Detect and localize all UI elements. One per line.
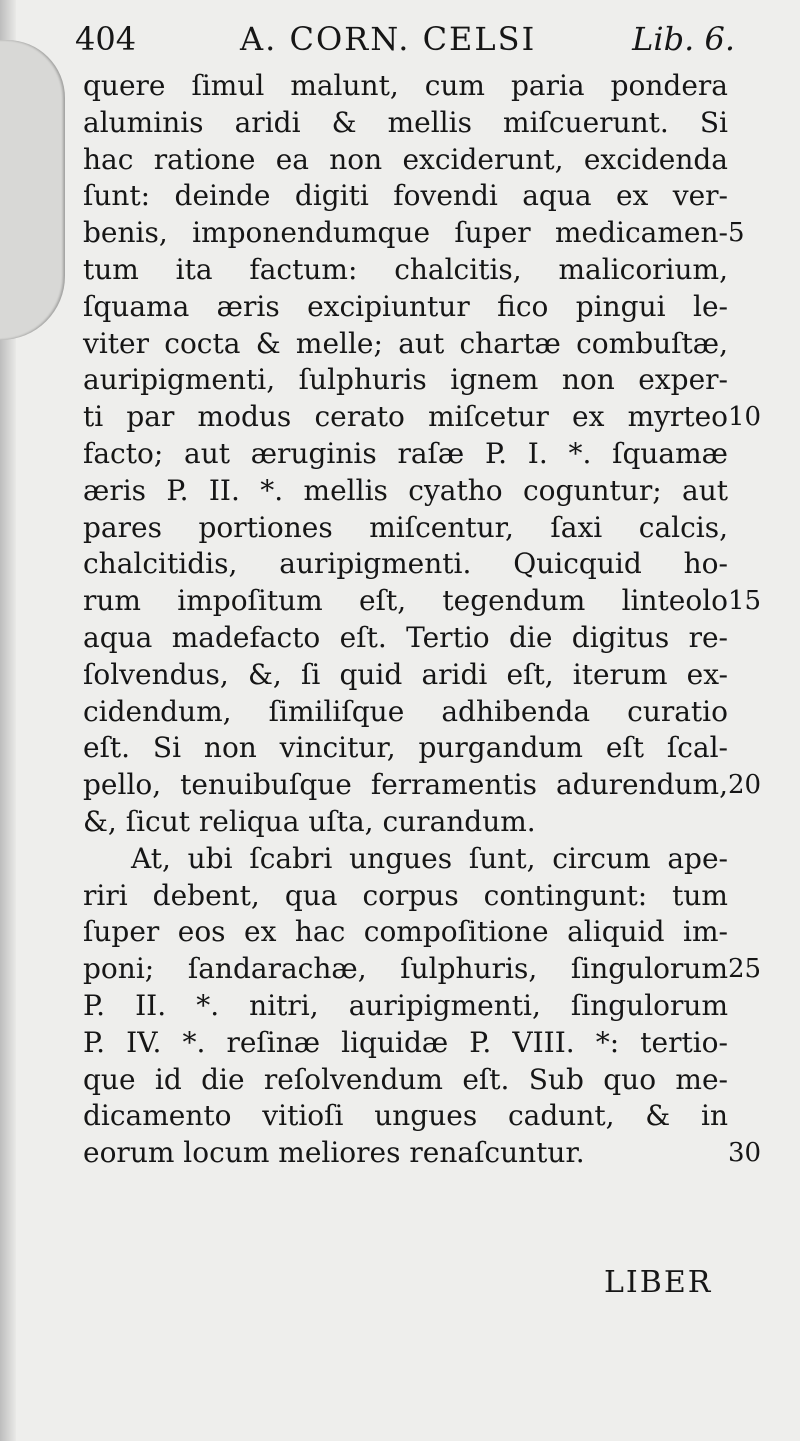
line-number: 30	[728, 1138, 762, 1168]
line-number: 20	[728, 770, 762, 800]
text-line: P. II. *. nitri, auripigmenti, ſingulorum	[83, 988, 728, 1022]
line-number: 25	[728, 954, 762, 984]
torn-page-corner	[0, 40, 65, 340]
text-line: ſunt: deinde digiti fovendi aqua ex ver-	[83, 179, 728, 213]
line-number: 10	[728, 402, 762, 432]
page-number: 404	[75, 20, 137, 58]
book-number: Lib. 6.	[632, 20, 735, 58]
text-line: poni; ſandarachæ, ſulphuris, ſingulorum	[83, 952, 728, 986]
text-line: pello, tenuibuſque ferramentis adurendum,	[83, 768, 728, 802]
text-line: tum ita factum: chalcitis, malicorium,	[83, 252, 728, 286]
text-line: rum impoſitum eſt, tegendum linteolo	[83, 584, 728, 618]
paragraph-start-line: At, ubi ſcabri ungues ſunt, circum ape-	[131, 841, 728, 875]
text-line: auripigmenti, ſulphuris ignem non exper-	[83, 363, 728, 397]
text-line: hac ratione ea non exciderunt, excidenda	[83, 142, 728, 176]
line-number: 15	[728, 586, 762, 616]
text-line: viter cocta & melle; aut chartæ combuſtæ,	[83, 326, 728, 360]
text-line: aluminis aridi & mellis miſcuerunt. Si	[83, 105, 728, 139]
text-line: riri debent, qua corpus contingunt: tum	[83, 878, 728, 912]
text-line: &, ſicut reliqua uſta, curandum.	[83, 804, 536, 838]
text-line: ſuper eos ex hac compoſitione aliquid im-	[83, 915, 728, 949]
page-header	[75, 20, 735, 65]
text-line: ti par modus cerato miſcetur ex myrteo	[83, 400, 728, 434]
text-line: dicamento vitioſi ungues cadunt, & in	[83, 1099, 728, 1133]
text-line: facto; aut æruginis raſæ P. I. *. ſquamæ	[83, 436, 728, 470]
text-line: eſt. Si non vincitur, purgandum eſt ſcal-	[83, 731, 728, 765]
text-line: quere ſimul malunt, cum paria pondera	[83, 69, 728, 102]
line-number: 5	[728, 218, 745, 248]
running-head: A. CORN. CELSI	[240, 20, 537, 58]
text-line: ſquama æris excipiuntur fico pingui le-	[83, 289, 728, 323]
text-line: cidendum, ſimiliſque adhibenda curatio	[83, 694, 728, 728]
text-line: aqua madefacto eſt. Tertio die digitus re-	[83, 620, 728, 654]
body-text	[83, 68, 728, 1172]
text-line: ſolvendus, &, ſi quid aridi eſt, iterum ex-	[83, 657, 728, 691]
text-line: que id die reſolvendum eſt. Sub quo me-	[83, 1062, 728, 1096]
text-line: P. IV. *. reſinæ liquidæ P. VIII. *: tertio-	[83, 1025, 728, 1059]
text-line: æris P. II. *. mellis cyatho coguntur; aut	[83, 473, 728, 507]
text-line: benis, imponendumque ſuper medicamen-	[83, 216, 728, 250]
text-line: pares portiones miſcentur, ſaxi calcis,	[83, 510, 728, 544]
text-line: eorum locum meliores renaſcuntur.	[83, 1136, 585, 1170]
text-line: chalcitidis, auripigmenti. Quicquid ho-	[83, 547, 728, 581]
catchword: LIBER	[604, 1265, 713, 1300]
